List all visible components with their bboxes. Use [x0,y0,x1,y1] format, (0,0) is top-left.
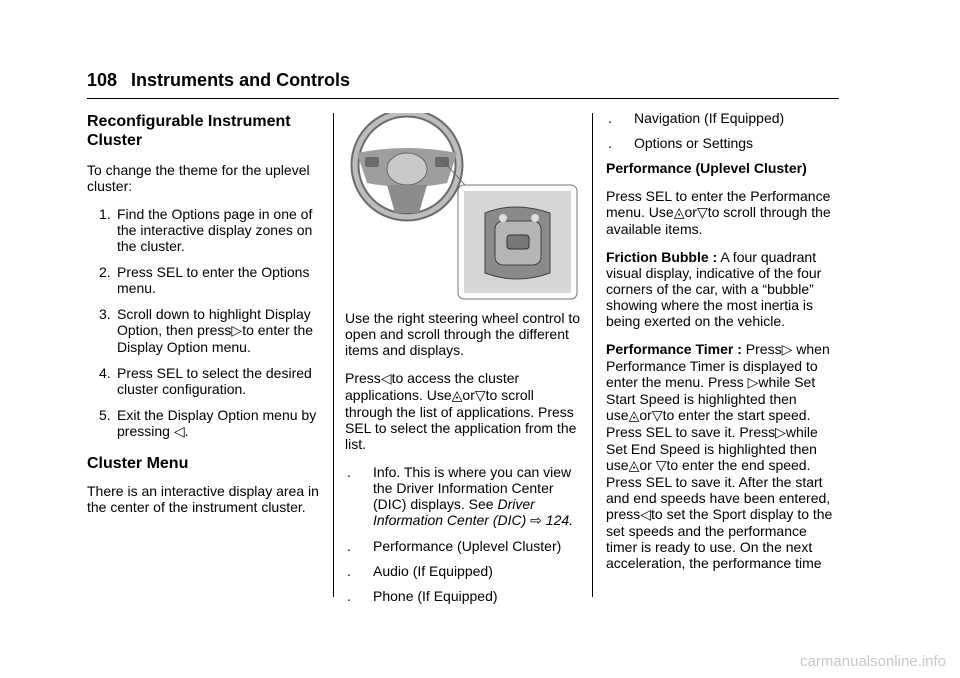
bullet: . [608,135,612,151]
performance-paragraph [606,188,841,237]
text: Press [345,370,381,386]
bullet: . [347,588,351,604]
text: to scroll through the list of applications. Press SEL to select the application from the list. [345,387,577,452]
list-item [606,135,841,151]
steps-list [87,206,327,440]
step-5 [87,407,327,440]
term: Friction Bubble : [606,249,718,265]
text: while Set End Speed is highlighted then use [606,424,818,473]
section-title: Instruments and Controls [131,70,351,90]
performance-timer-paragraph [606,341,841,571]
steering-wheel-illustration [345,113,580,303]
text: or [684,204,697,220]
heading-cluster-menu: Cluster Menu [87,455,189,472]
text: Navigation (If Equipped) [634,110,785,126]
step-2 [87,264,327,296]
up-arrow-icon: ◬ [628,458,640,474]
text: or [639,457,652,473]
step-number: 2. [99,264,111,280]
text: Options or Settings [634,135,754,151]
watermark: carmanualsonline.info [800,653,946,670]
column-3 [606,110,841,583]
text: to scroll through the available items. [606,204,831,237]
page-number: 108 [87,70,118,90]
bullet: . [608,110,612,126]
step-text: Scroll down to highlight Display Option, then press [117,306,311,338]
list-item [345,538,580,554]
text: to set the Sport display to the set speeds and the performance timer is ready to use. On the next acceleration, the performance time [606,506,833,571]
performance-subheading: Performance (Uplevel Cluster) [606,160,807,176]
text: Info. This is where you can view the Driver Information Center (DIC) displays. See [373,464,572,512]
dic-reference-link[interactable]: Driver Information Center (DIC) [373,496,535,528]
up-arrow-icon: ◬ [628,408,640,424]
text: Performance (Uplevel Cluster) [373,538,562,554]
step-1 [87,206,327,254]
text: to enter the end speed. Press SEL to save it. After the start and end speeds have been entered, press [606,457,831,522]
apps-list-continued [606,110,841,151]
page-reference[interactable]: 124. [545,512,574,528]
intro-paragraph: To change the theme for the uplevel cluster: [87,162,310,194]
apps-paragraph [345,370,580,452]
apps-list [345,464,580,604]
step-number: 1. [99,206,111,222]
step-text: Exit the Display Option menu by pressing [117,407,317,439]
text: while Set Start Speed is highlighted then use [606,374,816,423]
control-pad-closeup [485,207,550,279]
step-number: 4. [99,365,111,381]
bullet: . [347,538,351,554]
right-arrow-icon: ▷ [747,375,759,391]
text: Audio (If Equipped) [373,563,493,579]
bullet: . [347,563,351,579]
friction-bubble-paragraph [606,249,841,329]
back-arrow-icon: ◁ [640,507,652,523]
column-2 [345,310,580,613]
text: or [639,407,652,423]
step-text: Press SEL to select the desired cluster configuration. [117,365,312,397]
right-arrow-icon: ▷ [231,323,243,339]
heading-reconfigurable-cluster: Reconfigurable Instrument Cluster [87,113,291,149]
bullet: . [347,464,351,480]
list-item [606,110,841,126]
back-arrow-icon: ◁ [380,371,392,387]
step-text: Press SEL to enter the Options menu. [117,264,310,296]
list-item [345,563,580,579]
right-arrow-icon: ▷ [781,342,793,358]
column-divider-2 [592,113,593,597]
step-4 [87,365,327,397]
text: to enter the start speed. Press SEL to save it. Press [606,407,811,440]
text: when Performance Timer is displayed to enter the menu. Press [606,341,830,390]
list-item [345,464,580,529]
step-text: . [184,423,189,439]
down-arrow-icon: ▽ [474,388,486,404]
steering-control-paragraph: Use the right steering wheel control to open and scroll through the different items and displays. [345,310,581,358]
step-number: 3. [99,306,111,322]
down-arrow-icon: ▽ [651,408,663,424]
up-arrow-icon: ◬ [673,205,685,221]
up-arrow-icon: ◬ [451,388,463,404]
column-divider-1 [333,113,334,597]
cluster-menu-paragraph: There is an interactive display area in the center of the instrument cluster. [87,483,319,515]
right-arrow-icon: ▷ [775,425,786,441]
steering-wheel-graphic [355,113,459,217]
step-text: to enter the Display Option menu. [117,322,314,355]
text: or [462,387,475,403]
back-arrow-icon: ◁ [173,424,185,440]
list-item [345,588,580,604]
text: A four quadrant visual display, indicative of the four corners of the car, with a “bubble” showing where the most inertia is being exerted on the vehicle. [606,249,822,329]
step-number: 5. [99,407,111,423]
step-3 [87,306,327,355]
column-1 [87,112,327,527]
text: Press SEL to enter the Performance menu. Use [606,188,831,220]
text: Press [745,341,782,357]
reference-arrow-icon: ⇨ [530,513,542,529]
step-text: Find the Options page in one of the interactive display zones on the cluster. [117,206,313,254]
down-arrow-icon: ▽ [696,205,708,221]
page-header [87,70,350,91]
text: to access the cluster applications. Use [345,370,520,403]
down-arrow-icon: ▽ [655,458,667,474]
header-rule [87,98,839,99]
text: Phone (If Equipped) [373,588,498,604]
term: Performance Timer : [606,341,742,357]
